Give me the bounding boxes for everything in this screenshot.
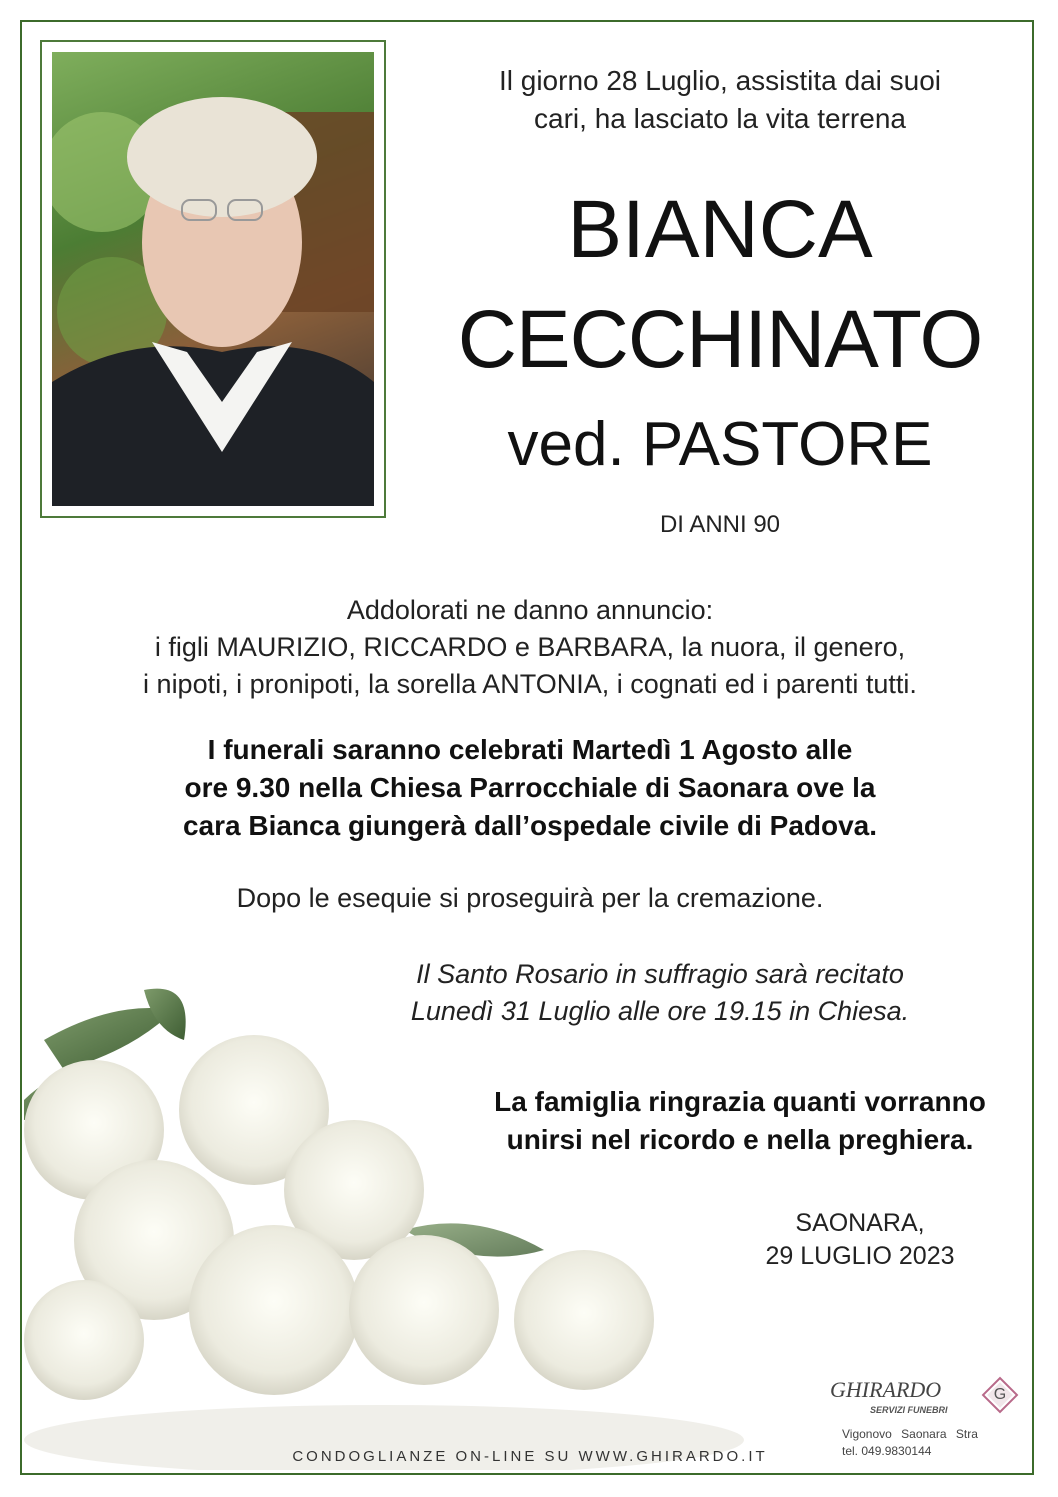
announcement-line-1: Addolorati ne danno annuncio: — [346, 595, 714, 625]
thanks-text — [440, 1083, 1040, 1159]
logo-subtitle: SERVIZI FUNEBRI — [870, 1405, 948, 1415]
funeral-line-3: cara Bianca giungerà dall’ospedale civile di Padova. — [182, 810, 878, 841]
logo-name: GHIRARDO — [830, 1377, 942, 1402]
thanks-line-1: La famiglia ringrazia quanti vorranno — [494, 1086, 986, 1117]
logo-mark-icon — [980, 1375, 1020, 1415]
funeral-home-logo — [830, 1375, 1030, 1465]
deceased-age: DI ANNI 90 — [659, 511, 781, 538]
condolences-link-text: CONDOGLIANZE ON-LINE SU WWW.GHIRARDO.IT — [292, 1448, 768, 1465]
place-date — [740, 1207, 980, 1273]
cremation-text: Dopo le esequie si proseguirà per la cremazione. — [236, 883, 824, 913]
intro-text — [440, 62, 1000, 138]
funeral-line-1: I funerali saranno celebrati Martedì 1 Agosto alle — [207, 734, 853, 765]
deceased-widow-name: ved. PASTORE — [507, 410, 933, 479]
place: SAONARA, — [795, 1209, 925, 1237]
rosary-line-2: Lunedì 31 Luglio alle ore 19.15 in Chiesa. — [410, 996, 910, 1026]
date: 29 LUGLIO 2023 — [765, 1242, 955, 1270]
funeral-line-2: ore 9.30 nella Chiesa Parrocchiale di Saonara ove la — [184, 772, 876, 803]
announcement-line-3: i nipoti, i pronipoti, la sorella ANTONIA, i cognati ed i parenti tutti. — [143, 669, 917, 699]
logo-phone: tel. 049.9830144 — [842, 1444, 932, 1458]
portrait-photo — [40, 40, 386, 518]
announcement-text — [60, 592, 1000, 703]
announcement-line-2: i figli MAURIZIO, RICCARDO e BARBARA, la nuora, il genero, — [154, 632, 906, 662]
deceased-last-name: CECCHINATO — [457, 294, 983, 385]
deceased-first-name: BIANCA — [567, 184, 873, 275]
thanks-line-2: unirsi nel ricordo e nella preghiera. — [506, 1124, 974, 1155]
white-roses-image — [24, 980, 744, 1470]
logo-towns: Vigonovo Saonara Stra — [842, 1427, 978, 1441]
intro-line-1: Il giorno 28 Luglio, assistita dai suoi — [498, 65, 942, 96]
intro-line-2: cari, ha lasciato la vita terrena — [534, 103, 906, 134]
rosary-line-1: Il Santo Rosario in suffragio sarà recitato — [416, 959, 904, 989]
logo-mark-letter: G — [993, 1386, 1007, 1403]
funeral-text — [60, 731, 1000, 845]
portrait-photo-image — [52, 52, 374, 506]
